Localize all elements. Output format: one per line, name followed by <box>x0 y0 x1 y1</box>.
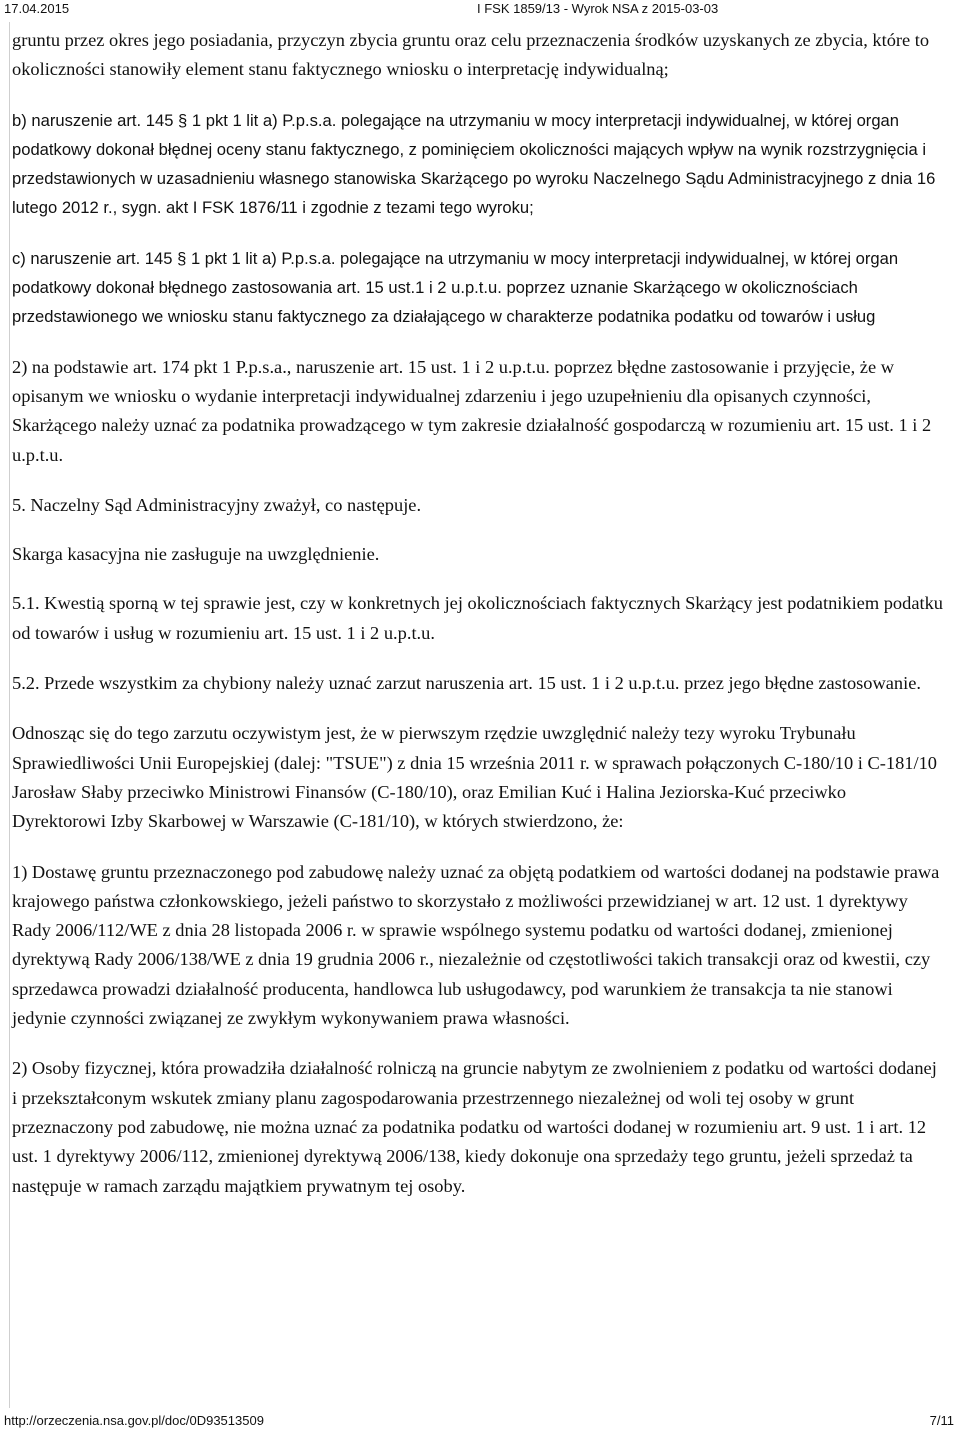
paragraph-thesis-2: 2) Osoby fizycznej, która prowadziła działalność rolniczą na gruncie nabytym ze zwolnieniem z podatku od wartości dodanej i przekształconym wskutek zmiany planu zagospodarowania przestrzennego niezależnej od woli tej osoby w grunt przeznaczony pod zabudowę, nie można uznać za podatnika podatku od wartości dodanej w rozumieniu art. 9 ust. 1 i art. 12 ust. 1 dyrektywy 2006/112, zmienionej dyrektywą 2006/138, kiedy dokonuje ona sprzedaży tego gruntu, jeżeli sprzedaż ta następuje w ramach zarządu majątkiem prywatnym tej osoby. <box>12 1058 937 1196</box>
paragraph-ground-continuation: gruntu przez okres jego posiadania, przyczyn zbycia gruntu oraz celu przeznaczenia środków uzyskanych ze zbycia, które to okoliczności stanowiły element stanu faktycznego wniosku o interpretację indywidualną; <box>12 30 930 80</box>
print-date: 17.04.2015 <box>4 1 70 16</box>
print-footer <box>0 1412 960 1432</box>
section-heading-5: 5. Naczelny Sąd Administracyjny zważył, co następuje. <box>12 494 422 515</box>
paragraph-charge-c: c) naruszenie art. 145 § 1 pkt 1 lit a) P.p.s.a. polegające na utrzymaniu w mocy interpretacji indywidualnej, w której organ podatkowy dokonał błędnego zastosowania art. 15 ust.1 i 2 u.p.t.u. poprzez uznanie Skarżącego w okolicznościach przedstawionego we wniosku stanu faktycznego za działającego w charakterze podatnika podatku od towarów i usług <box>12 248 899 327</box>
paragraph-5-2: 5.2. Przede wszystkim za chybiony należy uznać zarzut naruszenia art. 15 ust. 1 i 2 u.p.t.u. przez jego błędne zastosowanie. <box>12 673 921 694</box>
paragraph-5-1: 5.1. Kwestią sporną w tej sprawie jest, czy w konkretnych jej okolicznościach faktycznych Skarżący jest podatnikiem podatku od towarów i usług w rozumieniu art. 15 ust. 1 i 2 u.p.t.u. <box>12 593 943 643</box>
page-number: 7/11 <box>929 1413 954 1428</box>
judgment-text <box>12 26 944 1222</box>
paragraph-thesis-1: 1) Dostawę gruntu przeznaczonego pod zabudowę należy uznać za objętą podatkiem od wartości dodanej na podstawie prawa krajowego państwa członkowskiego, jeżeli państwo to skorzystało z możliwości przewidzianej w art. 12 ust. 1 dyrektywy Rady 2006/112/WE z dnia 28 listopada 2006 r. w sprawie wspólnego systemu podatku od wartości dodanej, zmienionej dyrektywą Rady 2006/138/WE z dnia 19 grudnia 2006 r., niezależnie od częstotliwości takich transakcji oraz od kwestii, czy sprzedawca prowadzi działalność producenta, handlowca lub usługodawcy, pod warunkiem że transakcja ta nie stanowi jedynie czynności związanej ze zwykłym wykonywaniem prawa własności. <box>12 861 940 1029</box>
document-title: I FSK 1859/13 - Wyrok NSA z 2015-03-03 <box>477 1 719 16</box>
source-url: http://orzeczenia.nsa.gov.pl/doc/0D93513509 <box>4 1413 264 1428</box>
paragraph-charge-b: b) naruszenie art. 145 § 1 pkt 1 lit a) P.p.s.a. polegające na utrzymaniu w mocy interpretacji indywidualnej, w której organ podatkowy dokonał błędnej oceny stanu faktycznego, z pominięciem okoliczności mających wpływ na wynik rozstrzygnięcia i przedstawionych w uzasadnieniu własnego stanowiska Skarżącego po wyroku Naczelnego Sądu Administracyjnego z dnia 16 lutego 2012 r., sygn. akt I FSK 1876/11 i zgodnie z tezami tego wyroku; <box>12 110 936 218</box>
paragraph-tsue-reference: Odnosząc się do tego zarzutu oczywistym jest, że w pierwszym rzędzie uwzględnić należy tezy wyroku Trybunału Sprawiedliwości Unii Europejskiej (dalej: "TSUE") z dnia 15 września 2011 r. w sprawach połączonych C-180/10 i C-181/10 Jarosław Słaby przeciwko Ministrowi Finansów (C-180/10), oraz Emilian Kuć i Halina Jeziorska-Kuć przeciwko Dyrektorowi Izby Skarbowej w Warszawie (C-181/10), w których stwierdzono, że: <box>12 723 937 832</box>
paragraph-charge-2: 2) na podstawie art. 174 pkt 1 P.p.s.a., naruszenie art. 15 ust. 1 i 2 u.p.t.u. poprzez błędne zastosowanie i przyjęcie, że w opisanym we wniosku o wydanie interpretacji indywidualnej zdarzeniu i jego uzupełnieniu dla opisanych czynności, Skarżącego należy uznać za podatnika prowadzącego w tym zakresie działalność gospodarczą w rozumieniu art. 15 ust. 1 i 2 u.p.t.u. <box>12 356 932 465</box>
print-header <box>0 0 960 22</box>
paragraph-verdict: Skarga kasacyjna nie zasługuje na uwzględnienie. <box>12 544 380 565</box>
